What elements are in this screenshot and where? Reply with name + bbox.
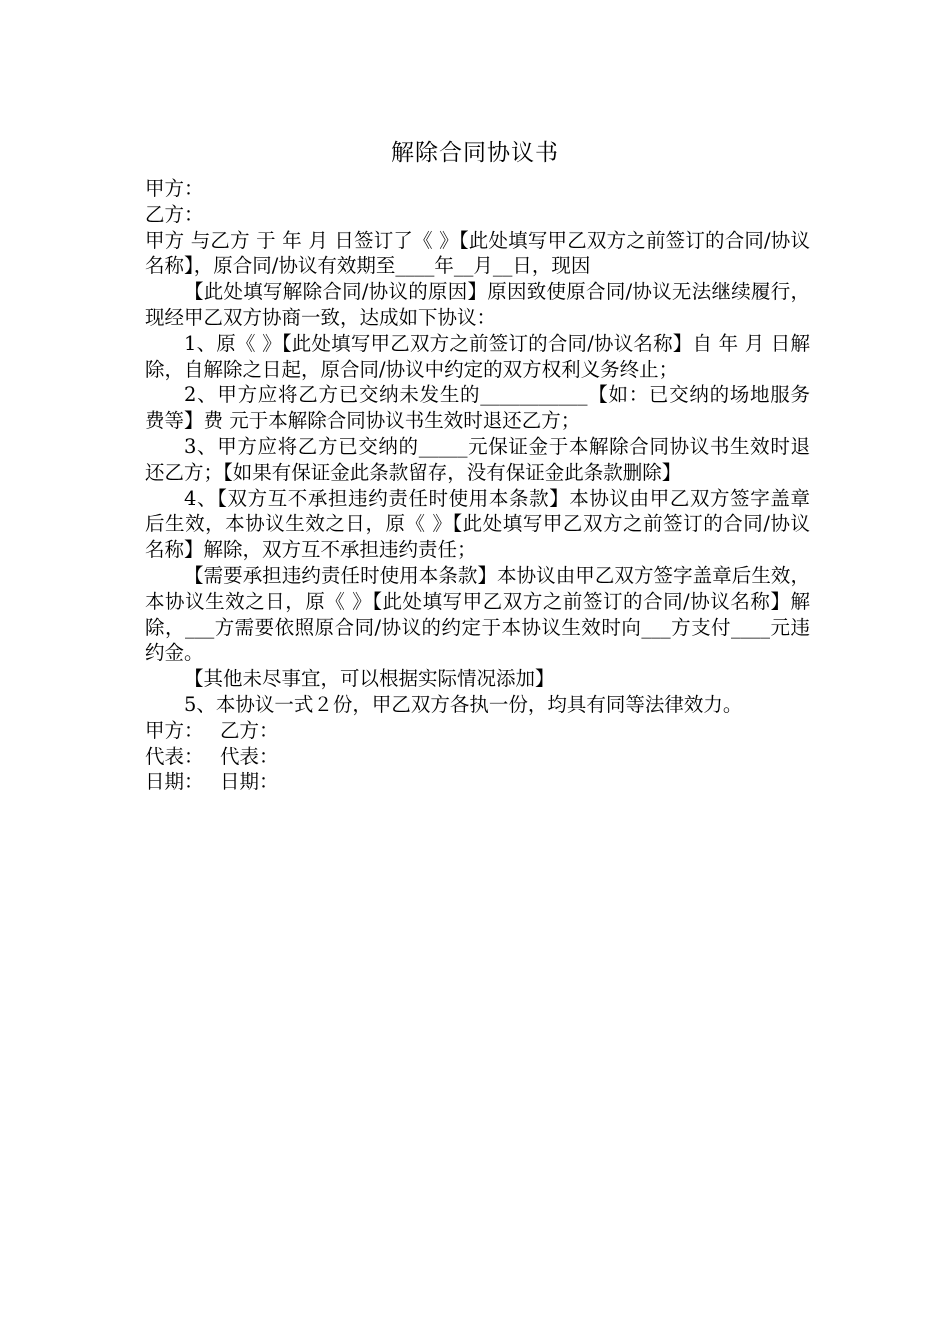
reason-paragraph: 【此处填写解除合同/协议的原因】原因致使原合同/协议无法继续履行，现经甲乙双方协商一致，达成如下协议： — [145, 280, 810, 329]
signature-date-b: 日期： — [220, 770, 279, 794]
signature-party-a: 甲方： — [145, 718, 204, 742]
other-matters-note: 【其他未尽事宜，可以根据实际情况添加】 — [184, 667, 555, 691]
intro-paragraph: 甲方 与乙方 于 年 月 日签订了《 》【此处填写甲乙双方之前签订的合同/协议名称】，原合同/协议有效期至____年__月__日，现因 — [145, 228, 810, 278]
party-b-line: 乙方： — [145, 202, 204, 226]
party-a-line: 甲方： — [145, 177, 204, 200]
clause-1: 1、原《 》【此处填写甲乙双方之前签订的合同/协议名称】自 年 月 日解除，自解除之日起，原合同/协议中约定的双方权利义务终止； — [145, 331, 810, 381]
signature-date-a: 日期： — [145, 770, 204, 794]
signature-rep-a: 代表： — [145, 744, 204, 768]
signature-representative-row — [145, 744, 810, 770]
document-body — [145, 176, 810, 795]
clause-5: 5、本协议一式２份，甲乙双方各执一份，均具有同等法律效力。 — [184, 692, 743, 716]
signature-rep-b: 代表： — [220, 744, 279, 768]
signature-date-row — [145, 769, 810, 795]
clause-4: 4、【双方互不承担违约责任时使用本条款】本协议由甲乙双方签字盖章后生效，本协议生效之日，原《 》【此处填写甲乙双方之前签订的合同/协议名称】解除，双方互不承担违约责任； — [145, 486, 810, 562]
clause-4-alternative: 【需要承担违约责任时使用本条款】本协议由甲乙双方签字盖章后生效，本协议生效之日，原《 》【此处填写甲乙双方之前签订的合同/协议名称】解除，___方需要依照原合同/协议的约定于本协议生效时向___方支付____元违约金。 — [145, 563, 810, 665]
document-title: 解除合同协议书 — [391, 140, 559, 166]
signature-party-row — [145, 718, 810, 744]
clause-2: 2、甲方应将乙方已交纳未发生的___________【如：已交纳的场地服务费等】费 元于本解除合同协议书生效时退还乙方； — [145, 383, 810, 433]
signature-party-b: 乙方： — [220, 718, 279, 742]
clause-3: 3、甲方应将乙方已交纳的_____元保证金于本解除合同协议书生效时退还乙方；【如果有保证金此条款留存，没有保证金此条款删除】 — [145, 434, 810, 484]
